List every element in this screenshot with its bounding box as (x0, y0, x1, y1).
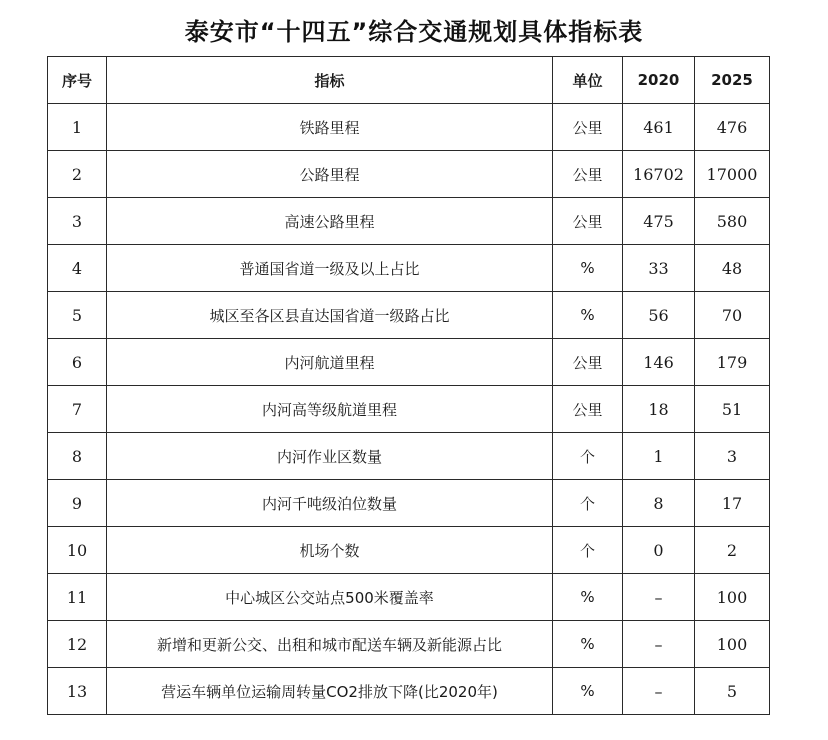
table-body (48, 104, 770, 715)
cell-unit: 公里 (553, 151, 623, 198)
cell-indicator: 普通国省道一级及以上占比 (107, 245, 553, 292)
cell-2025: 70 (695, 292, 770, 339)
cell-2020: 18 (623, 386, 695, 433)
cell-indicator: 高速公路里程 (107, 198, 553, 245)
header-year-2020: 2020 (623, 57, 695, 104)
table-row (48, 386, 770, 433)
cell-seq: 12 (48, 621, 107, 668)
cell-2020: – (623, 668, 695, 715)
cell-indicator: 铁路里程 (107, 104, 553, 151)
table-row (48, 480, 770, 527)
header-year-2025: 2025 (695, 57, 770, 104)
table-row (48, 339, 770, 386)
cell-indicator: 机场个数 (107, 527, 553, 574)
table-row (48, 198, 770, 245)
cell-indicator: 内河高等级航道里程 (107, 386, 553, 433)
cell-seq: 13 (48, 668, 107, 715)
table-row (48, 292, 770, 339)
cell-2025: 5 (695, 668, 770, 715)
cell-unit: 公里 (553, 198, 623, 245)
cell-indicator: 城区至各区县直达国省道一级路占比 (107, 292, 553, 339)
table-row (48, 433, 770, 480)
cell-unit: 公里 (553, 104, 623, 151)
cell-seq: 1 (48, 104, 107, 151)
cell-indicator: 公路里程 (107, 151, 553, 198)
cell-2025: 3 (695, 433, 770, 480)
indicator-table (47, 56, 770, 715)
cell-2020: 461 (623, 104, 695, 151)
cell-2020: 33 (623, 245, 695, 292)
cell-indicator: 新增和更新公交、出租和城市配送车辆及新能源占比 (107, 621, 553, 668)
cell-2020: 16702 (623, 151, 695, 198)
table-row (48, 527, 770, 574)
cell-unit: 公里 (553, 339, 623, 386)
cell-unit: 个 (553, 527, 623, 574)
cell-seq: 11 (48, 574, 107, 621)
cell-2020: 475 (623, 198, 695, 245)
cell-seq: 6 (48, 339, 107, 386)
cell-indicator: 中心城区公交站点500米覆盖率 (107, 574, 553, 621)
cell-2025: 2 (695, 527, 770, 574)
cell-indicator: 营运车辆单位运输周转量CO2排放下降(比2020年) (107, 668, 553, 715)
cell-indicator: 内河作业区数量 (107, 433, 553, 480)
table-row (48, 104, 770, 151)
cell-2025: 100 (695, 574, 770, 621)
table-header-row (48, 57, 770, 104)
header-seq: 序号 (48, 57, 107, 104)
header-indicator: 指标 (107, 57, 553, 104)
cell-2025: 476 (695, 104, 770, 151)
table-row (48, 668, 770, 715)
cell-2020: 146 (623, 339, 695, 386)
cell-seq: 3 (48, 198, 107, 245)
cell-unit: % (553, 621, 623, 668)
cell-unit: % (553, 245, 623, 292)
cell-2020: 1 (623, 433, 695, 480)
cell-2025: 100 (695, 621, 770, 668)
cell-2025: 580 (695, 198, 770, 245)
cell-unit: % (553, 574, 623, 621)
cell-unit: 个 (553, 433, 623, 480)
table-row (48, 151, 770, 198)
table-row (48, 245, 770, 292)
table-row (48, 574, 770, 621)
header-unit: 单位 (553, 57, 623, 104)
cell-seq: 9 (48, 480, 107, 527)
cell-seq: 8 (48, 433, 107, 480)
page-title: 泰安市“十四五”综合交通规划具体指标表 (184, 18, 644, 46)
cell-indicator: 内河千吨级泊位数量 (107, 480, 553, 527)
cell-2025: 48 (695, 245, 770, 292)
cell-seq: 7 (48, 386, 107, 433)
cell-seq: 4 (48, 245, 107, 292)
cell-2025: 179 (695, 339, 770, 386)
cell-unit: % (553, 668, 623, 715)
cell-2025: 51 (695, 386, 770, 433)
table-row (48, 621, 770, 668)
cell-2020: 0 (623, 527, 695, 574)
cell-indicator: 内河航道里程 (107, 339, 553, 386)
cell-2020: 8 (623, 480, 695, 527)
cell-unit: 个 (553, 480, 623, 527)
cell-seq: 5 (48, 292, 107, 339)
cell-seq: 10 (48, 527, 107, 574)
cell-2025: 17000 (695, 151, 770, 198)
cell-2020: 56 (623, 292, 695, 339)
cell-2020: – (623, 574, 695, 621)
cell-unit: % (553, 292, 623, 339)
cell-unit: 公里 (553, 386, 623, 433)
cell-seq: 2 (48, 151, 107, 198)
cell-2025: 17 (695, 480, 770, 527)
cell-2020: – (623, 621, 695, 668)
